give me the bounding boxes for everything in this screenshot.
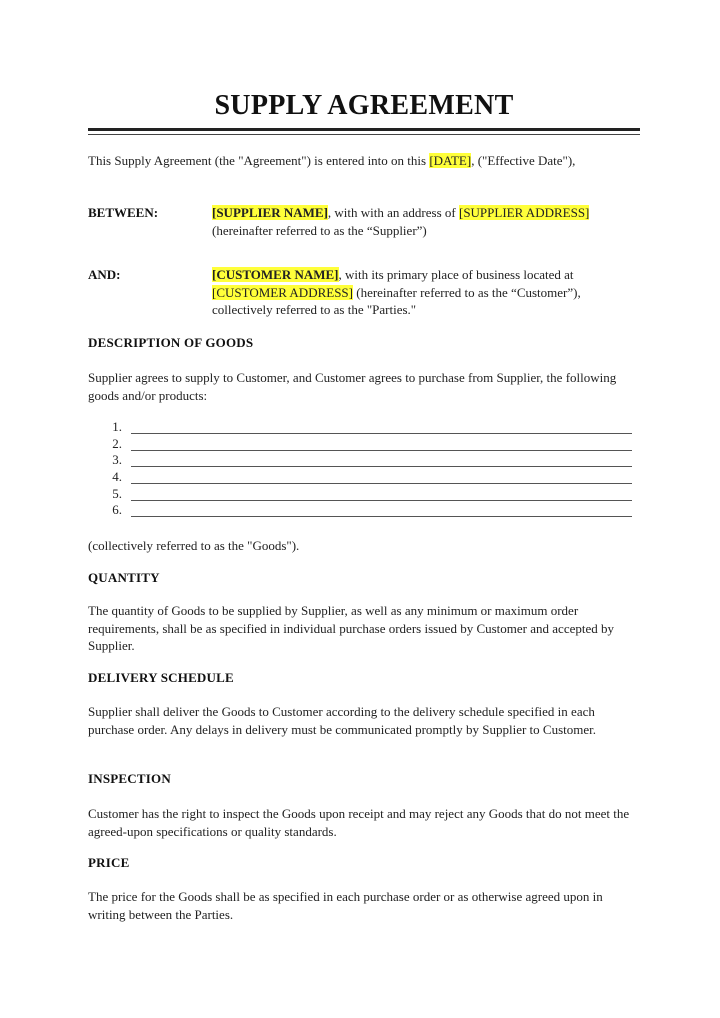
goods-list-item bbox=[100, 452, 632, 468]
goods-footer: (collectively referred to as the "Goods"). bbox=[88, 538, 300, 553]
quantity-heading: QUANTITY bbox=[88, 570, 160, 585]
goods-blank-line bbox=[131, 500, 632, 501]
date-placeholder: [DATE] bbox=[429, 153, 472, 168]
goods-list-number: 2. bbox=[112, 436, 122, 451]
customer-party-text bbox=[212, 266, 637, 319]
goods-blank-line bbox=[131, 516, 632, 517]
goods-list-number: 4. bbox=[112, 469, 122, 484]
goods-blank-line bbox=[131, 433, 632, 434]
customer-text-end: (hereinafter referred to as the “Customer”), collectively referred to as the "Parties." bbox=[212, 284, 581, 317]
supplier-name-placeholder: [SUPPLIER NAME] bbox=[212, 205, 328, 220]
goods-list-item bbox=[100, 419, 632, 435]
supplier-address-placeholder: [SUPPLIER ADDRESS] bbox=[458, 205, 590, 220]
goods-body: Supplier agrees to supply to Customer, and Customer agrees to purchase from Supplier, the following goods and/or products: bbox=[88, 370, 617, 403]
goods-list-number: 6. bbox=[112, 502, 122, 517]
intro-paragraph bbox=[88, 152, 633, 170]
intro-text-start: This Supply Agreement (the "Agreement") is entered into on this bbox=[88, 153, 430, 168]
goods-list-item bbox=[100, 502, 632, 518]
intro-text-end: , ("Effective Date"), bbox=[471, 153, 576, 168]
and-label: AND: bbox=[88, 267, 121, 282]
goods-list-item bbox=[100, 469, 632, 485]
goods-list-item bbox=[100, 486, 632, 502]
quantity-body: The quantity of Goods to be supplied by Supplier, as well as any minimum or maximum order requirements, shall be as specified in individual purchase orders issued by Customer and accepted by Supplier. bbox=[88, 603, 614, 653]
supplier-party-text bbox=[212, 204, 637, 239]
price-heading: PRICE bbox=[88, 855, 130, 870]
title-rule-thin bbox=[88, 134, 640, 135]
inspection-heading: INSPECTION bbox=[88, 771, 171, 786]
goods-heading: DESCRIPTION OF GOODS bbox=[88, 335, 254, 350]
goods-blank-line bbox=[131, 466, 632, 467]
customer-text-mid: , with its primary place of business located at bbox=[338, 267, 574, 282]
goods-list-number: 3. bbox=[112, 452, 122, 467]
price-body: The price for the Goods shall be as specified in each purchase order or as otherwise agreed upon in writing between the Parties. bbox=[88, 889, 603, 922]
between-label: BETWEEN: bbox=[88, 205, 159, 220]
delivery-heading: DELIVERY SCHEDULE bbox=[88, 670, 234, 685]
goods-list-number: 5. bbox=[112, 486, 122, 501]
inspection-body: Customer has the right to inspect the Goods upon receipt and may reject any Goods that do not meet the agreed-upon specifications or quality standards. bbox=[88, 806, 630, 839]
goods-blank-line bbox=[131, 483, 632, 484]
goods-blank-line bbox=[131, 450, 632, 451]
customer-name-placeholder: [CUSTOMER NAME] bbox=[212, 267, 339, 282]
goods-list-number: 1. bbox=[112, 419, 122, 434]
goods-list-item bbox=[100, 436, 632, 452]
supplier-text-mid: , with with an address of bbox=[327, 205, 459, 220]
title-rule-thick bbox=[88, 128, 640, 131]
customer-address-placeholder: [CUSTOMER ADDRESS] bbox=[212, 284, 353, 300]
document-title: SUPPLY AGREEMENT bbox=[214, 90, 514, 121]
supplier-text-end: (hereinafter referred to as the “Supplier”) bbox=[212, 222, 427, 238]
delivery-body: Supplier shall deliver the Goods to Customer according to the delivery schedule specified in each purchase order. Any delays in delivery must be communicated promptly by Supplier to Customer. bbox=[88, 704, 596, 737]
